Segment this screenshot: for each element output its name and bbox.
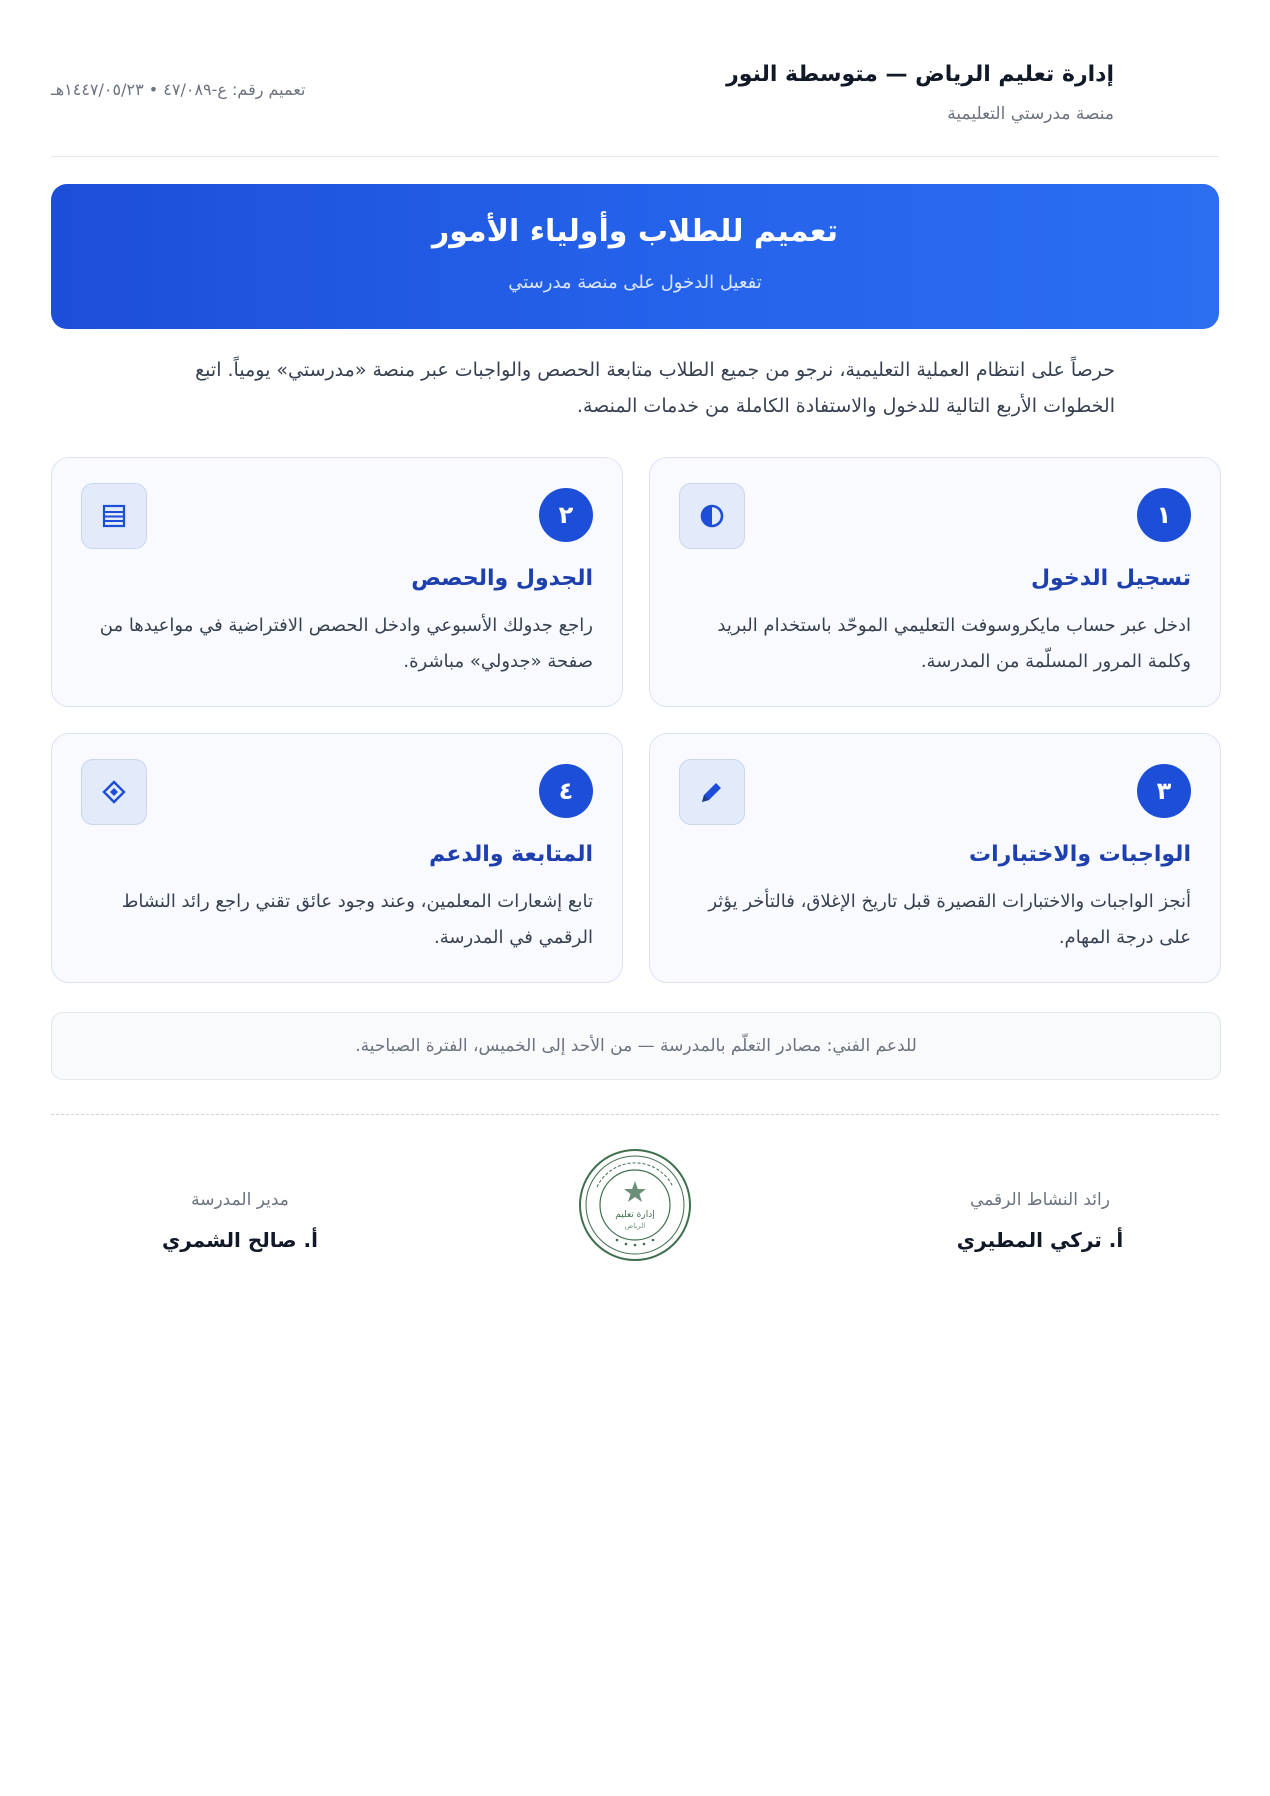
step-card-assignments	[649, 733, 1221, 983]
signature-role: رائد النشاط الرقمي	[970, 1190, 1110, 1210]
org-subtitle: منصة مدرستي التعليمية	[947, 104, 1114, 124]
title-banner	[51, 184, 1219, 329]
svg-text:إدارة تعليم: إدارة تعليم	[615, 1210, 655, 1220]
step-card-support	[51, 733, 623, 983]
step-card-login	[649, 457, 1221, 707]
step-title: الجدول والحصص	[411, 566, 593, 591]
pencil-icon	[679, 759, 745, 825]
step-title: الواجبات والاختبارات	[969, 842, 1191, 867]
step-number: ٣	[1137, 764, 1191, 818]
step-body: ادخل عبر حساب مايكروسوفت التعليمي الموحّد باستخدام البريد وكلمة المرور المسلّمة من المدرسة.	[717, 615, 1191, 672]
step-card-schedule	[51, 457, 623, 707]
diamond-icon	[81, 759, 147, 825]
document-header	[51, 56, 1219, 156]
banner-title: تعميم للطلاب وأولياء الأمور	[431, 214, 839, 249]
header-divider	[51, 156, 1219, 157]
step-title: المتابعة والدعم	[429, 842, 593, 867]
list-icon	[81, 483, 147, 549]
step-body: أنجز الواجبات والاختبارات القصيرة قبل تاريخ الإغلاق، فالتأخر يؤثر على درجة المهام.	[708, 891, 1191, 948]
svg-text:الرياض: الرياض	[624, 1222, 646, 1230]
step-number: ١	[1137, 488, 1191, 542]
half-circle-icon	[679, 483, 745, 549]
step-number: ٢	[539, 488, 593, 542]
banner-subtitle: تفعيل الدخول على منصة مدرستي	[508, 272, 762, 293]
official-stamp	[577, 1147, 693, 1263]
signature-name: أ. صالح الشمري	[161, 1228, 319, 1252]
support-text: للدعم الفني: مصادر التعلّم بالمدرسة — من الأحد إلى الخميس، الفترة الصباحية.	[355, 1036, 917, 1056]
signature-role: مدير المدرسة	[191, 1190, 289, 1210]
org-title: إدارة تعليم الرياض — متوسطة النور	[726, 62, 1114, 87]
signature-principal	[130, 1190, 350, 1252]
intro-paragraph: حرصاً على انتظام العملية التعليمية، نرجو من جميع الطلاب متابعة الحصص والواجبات عبر منصة «مدرستي» يومياً. اتبع الخطوات الأربع التالية للدخول والاستفادة الكاملة من خدمات المنصة.	[195, 359, 1115, 417]
signature-digital-lead	[930, 1190, 1150, 1252]
circular-reference: تعميم رقم: ع-٤٧/٠٨٩ • ١٤٤٧/٠٥/٢٣هـ	[51, 80, 306, 99]
step-title: تسجيل الدخول	[1030, 566, 1191, 591]
step-body: تابع إشعارات المعلمين، وعند وجود عائق تقني راجع رائد النشاط الرقمي في المدرسة.	[121, 891, 593, 948]
support-note	[51, 1012, 1221, 1080]
step-number: ٤	[539, 764, 593, 818]
step-body: راجع جدولك الأسبوعي وادخل الحصص الافتراضية في مواعيدها من صفحة «جدولي» مباشرة.	[99, 615, 593, 672]
signature-name: أ. تركي المطيري	[956, 1228, 1124, 1252]
signature-divider	[51, 1114, 1219, 1115]
